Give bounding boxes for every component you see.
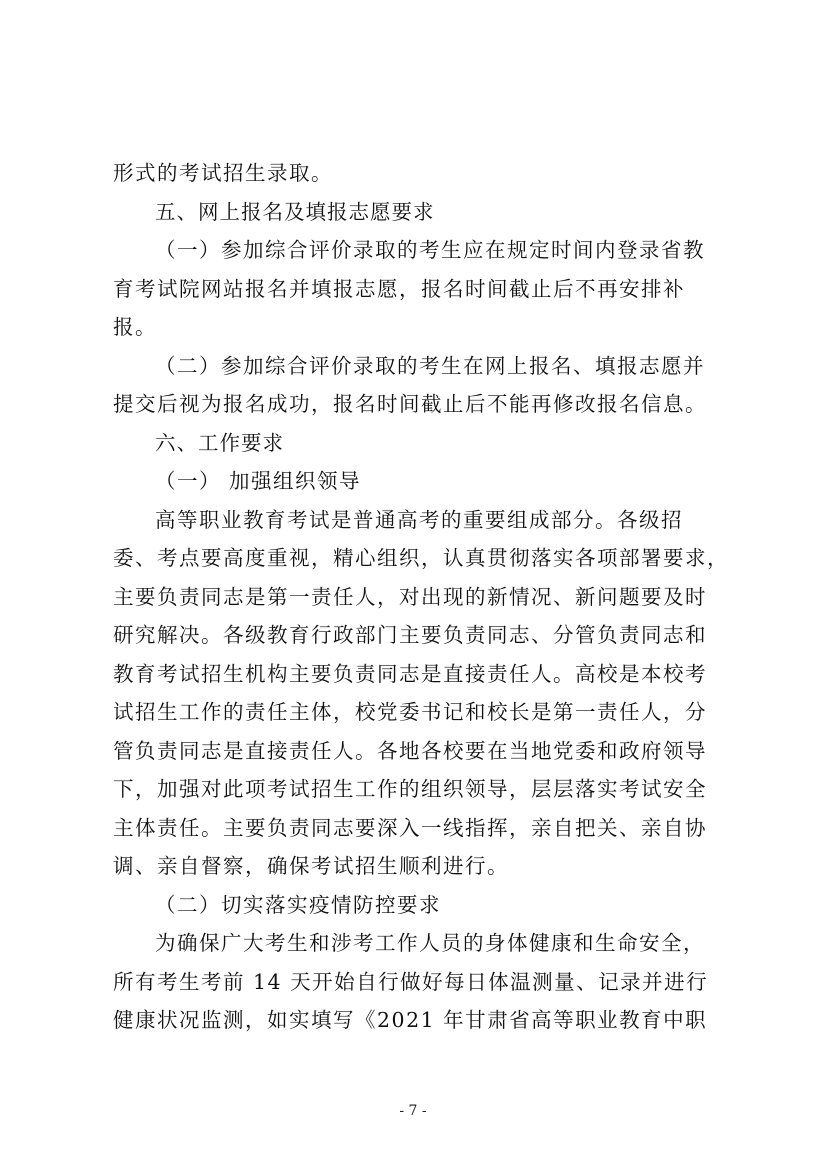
paragraph-line: 健康状况监测，如实填写《2021 年甘肃省高等职业教育中职 [113, 1008, 708, 1032]
paragraph-line: 提交后视为报名成功，报名时间截止后不能再修改报名信息。 [113, 392, 707, 416]
paragraph-line: 试招生工作的责任主体，校党委书记和校长是第一责任人，分 [113, 700, 707, 724]
paragraph-line: 调、亲自督察，确保考试招生顺利进行。 [113, 854, 509, 878]
paragraph-line: 所有考生考前 14 天开始自行做好每日体温测量、记录并进行 [113, 969, 709, 994]
subsection-heading-1: （一） 加强组织领导 [155, 469, 362, 493]
document-body [113, 154, 729, 1040]
paragraph-line: 形式的考试招生录取。 [113, 161, 333, 185]
paragraph-line: 教育考试招生机构主要负责同志是直接责任人。高校是本校考 [113, 661, 707, 686]
paragraph-line: 高等职业教育考试是普通高考的重要组成部分。各级招 [155, 507, 683, 532]
paragraph-line: 为确保广大考生和涉考工作人员的身体健康和生命安全， [155, 931, 705, 955]
paragraph-line: 管负责同志是直接责任人。各地各校要在当地党委和政府领导 [113, 738, 707, 763]
paragraph-line: 下，加强对此项考试招生工作的组织领导，层层落实考试安全 [113, 777, 707, 801]
page-number: - 7 - [399, 1103, 427, 1119]
paragraph-line: （一）参加综合评价录取的考生应在规定时间内登录省教 [155, 238, 705, 262]
paragraph-line: 育考试院网站报名并填报志愿，报名时间截止后不再安排补 [113, 276, 685, 301]
paragraph-line: 委、考点要高度重视，精心组织，认真贯彻落实各项部署要求， [113, 546, 729, 570]
section-heading-6: 六、工作要求 [155, 430, 284, 455]
paragraph-line: 报。 [113, 315, 157, 339]
paragraph-line: （二）参加综合评价录取的考生在网上报名、填报志愿并 [155, 353, 705, 378]
paragraph-line: 主要负责同志是第一责任人，对出现的新情况、新问题要及时 [113, 584, 707, 609]
section-heading-5: 五、网上报名及填报志愿要求 [155, 199, 435, 224]
paragraph-line: 主体责任。主要负责同志要深入一线指挥，亲自把关、亲自协 [113, 815, 707, 840]
paragraph-line: 研究解决。各级教育行政部门主要负责同志、分管负责同志和 [113, 623, 707, 647]
subsection-heading-2: （二）切实落实疫情防控要求 [155, 892, 441, 917]
